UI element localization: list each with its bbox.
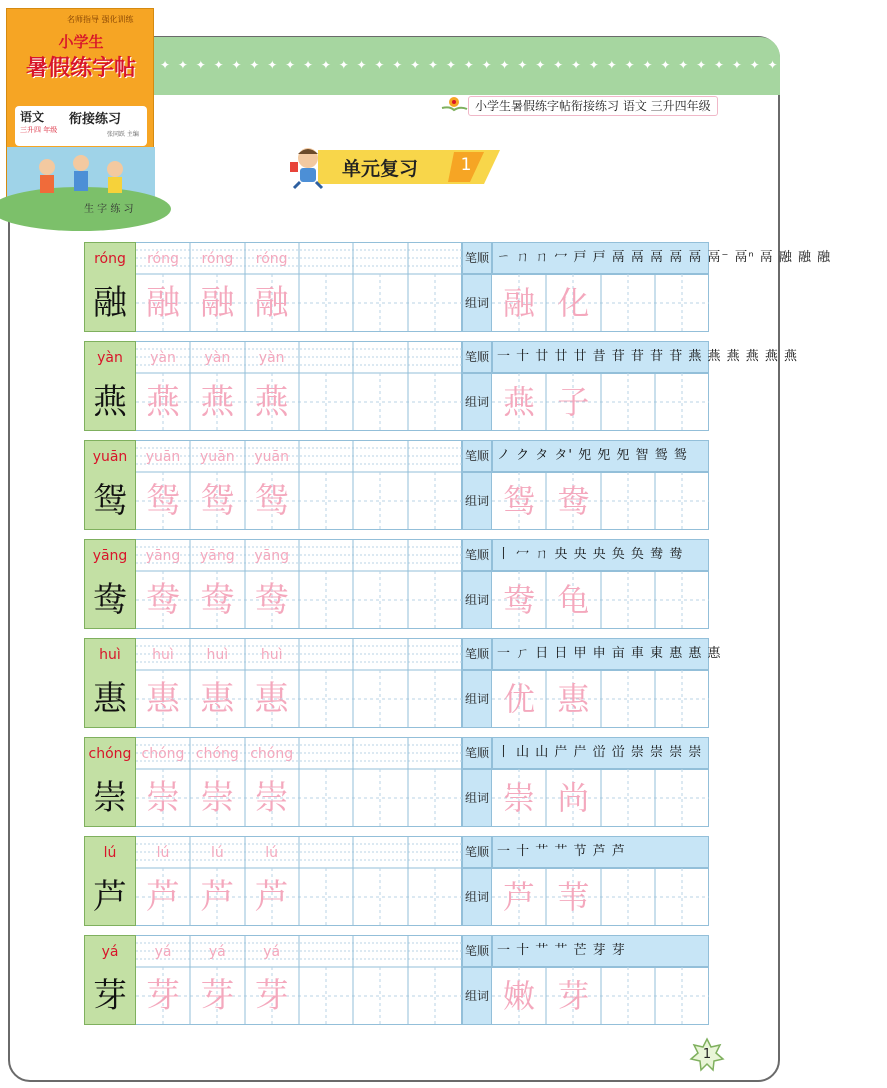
cover-subject: 语文 <box>20 110 45 124</box>
model-character: 鸯 <box>93 580 127 620</box>
model-pinyin: yuān <box>92 449 128 465</box>
trace-character: 融 <box>146 283 180 323</box>
trace-character: 融 <box>254 283 289 323</box>
model-pinyin: yá <box>101 944 119 960</box>
trace-pinyin: yàn <box>204 350 231 366</box>
word-group-label: 组词 <box>462 670 492 728</box>
stroke-order: 一 十 艹 艹 芒 芽 芽 <box>492 935 709 967</box>
trace-character: 燕 <box>254 382 289 422</box>
trace-pinyin: lú <box>210 845 224 861</box>
practice-row <box>84 836 709 926</box>
page-number: 1 <box>702 1047 712 1062</box>
trace-character: 鸯 <box>146 580 180 620</box>
stroke-order-label: 笔顺 <box>462 440 492 472</box>
flower-icon <box>440 94 468 114</box>
trace-pinyin: yá <box>208 944 226 960</box>
practice-row <box>84 440 709 530</box>
word-character: 芦 <box>502 878 535 916</box>
trace-character: 崇 <box>200 778 235 818</box>
trace-character: 芽 <box>254 976 289 1016</box>
word-character: 化 <box>557 284 590 322</box>
book-cover <box>6 8 154 206</box>
trace-character: 惠 <box>146 679 180 719</box>
trace-character: 惠 <box>200 679 235 719</box>
series-title: 小学生暑假练字帖衔接练习 语文 三升四年级 <box>468 96 718 116</box>
trace-pinyin: lú <box>265 845 279 861</box>
trace-pinyin: huì <box>260 647 283 663</box>
word-character: 子 <box>557 383 590 421</box>
cover-title-line2: 暑假练字帖 <box>25 55 136 81</box>
trace-pinyin: yuān <box>145 449 181 465</box>
model-character: 芦 <box>93 877 127 917</box>
trace-character: 融 <box>200 283 235 323</box>
word-character: 燕 <box>502 383 535 421</box>
trace-pinyin: yá <box>263 944 281 960</box>
model-character: 崇 <box>93 778 127 818</box>
unit-title: 单元复习 <box>342 158 419 180</box>
word-character: 融 <box>502 284 535 322</box>
model-character: 鸳 <box>93 481 127 521</box>
word-group-label: 组词 <box>462 472 492 530</box>
word-group-label: 组词 <box>462 571 492 629</box>
word-character: 鸯 <box>557 482 590 520</box>
cover-illustration <box>7 147 155 207</box>
practice-row <box>84 935 709 1025</box>
trace-pinyin: yá <box>154 944 172 960</box>
model-character: 芽 <box>93 976 127 1016</box>
trace-character: 鸳 <box>254 481 289 521</box>
practice-row <box>84 737 709 827</box>
word-character: 鸯 <box>502 581 535 619</box>
trace-character: 崇 <box>254 778 289 818</box>
word-character: 尚 <box>557 779 590 817</box>
word-character: 芽 <box>557 977 590 1015</box>
practice-row <box>84 242 832 332</box>
trace-character: 芦 <box>200 877 235 917</box>
word-character: 苇 <box>557 878 590 916</box>
stroke-order-label: 笔顺 <box>462 836 492 868</box>
trace-pinyin: yàn <box>150 350 176 366</box>
model-pinyin: chóng <box>88 746 132 762</box>
decorative-dots: ✦ ✦ ✦ ✦ ✦ ✦ ✦ ✦ ✦ ✦ ✦ ✦ ✦ ✦ ✦ ✦ ✦ ✦ ✦ ✦ ✦ ✦ ✦ ✦ ✦ ✦ ✦ ✦ ✦ ✦ ✦ ✦ ✦ ✦ ✦ ✦ ✦ ✦ ✦ ✦ ✦ <box>160 58 887 72</box>
word-character: 惠 <box>557 680 590 718</box>
trace-pinyin: huì <box>152 647 174 663</box>
stroke-order-label: 笔顺 <box>462 539 492 571</box>
stroke-order-label: 笔顺 <box>462 341 492 373</box>
trace-character: 崇 <box>146 778 180 818</box>
trace-pinyin: yàn <box>258 350 285 366</box>
model-pinyin: lú <box>103 845 117 861</box>
trace-pinyin: róng <box>255 251 288 267</box>
word-character: 鸳 <box>502 482 535 520</box>
word-group-label: 组词 <box>462 967 492 1025</box>
trace-pinyin: lú <box>156 845 170 861</box>
word-group-label: 组词 <box>462 274 492 332</box>
word-character: 崇 <box>502 779 535 817</box>
model-character: 融 <box>93 283 127 323</box>
word-character: 龟 <box>557 581 590 619</box>
trace-character: 鸯 <box>200 580 235 620</box>
cover-slogan: 名师指导 强化训练 <box>67 15 134 24</box>
cover-editor: 张同跃 主编 <box>107 131 139 138</box>
model-character: 燕 <box>93 382 127 422</box>
practice-row <box>84 341 798 431</box>
trace-character: 芽 <box>200 976 235 1016</box>
trace-character: 燕 <box>200 382 235 422</box>
practice-row <box>84 638 722 728</box>
stroke-order-label: 笔顺 <box>462 737 492 769</box>
word-group-label: 组词 <box>462 769 492 827</box>
trace-pinyin: róng <box>201 251 234 267</box>
trace-character: 鸳 <box>146 481 180 521</box>
stroke-order: 一 十 廿 廿 廿 昔 苷 苷 苷 苷 燕 燕 燕 燕 燕 燕 <box>492 341 709 373</box>
cover-subtitle: 衔接练习 <box>69 112 122 127</box>
practice-row <box>84 539 709 629</box>
word-character: 嫩 <box>502 977 535 1015</box>
model-pinyin: yāng <box>92 548 128 564</box>
model-character: 惠 <box>93 679 127 719</box>
stroke-order: 丨 冖 ㄇ 央 央 央 奂 奂 鸯 鸯 <box>492 539 709 571</box>
trace-pinyin: huì <box>206 647 229 663</box>
trace-pinyin: chóng <box>141 746 185 762</box>
word-group-label: 组词 <box>462 373 492 431</box>
trace-character: 芦 <box>254 877 289 917</box>
trace-pinyin: yuān <box>254 449 289 465</box>
stroke-order-label: 笔顺 <box>462 638 492 670</box>
stroke-order-label: 笔顺 <box>462 935 492 967</box>
stroke-order: 丨 山 山 屵 屵 峃 峃 崇 崇 崇 崇 <box>492 737 709 769</box>
trace-pinyin: yāng <box>200 548 235 564</box>
trace-pinyin: yāng <box>254 548 289 564</box>
model-pinyin: yàn <box>97 350 123 366</box>
trace-character: 鸯 <box>254 580 289 620</box>
trace-pinyin: yāng <box>145 548 181 564</box>
word-group-label: 组词 <box>462 868 492 926</box>
trace-character: 鸳 <box>200 481 235 521</box>
stroke-order: ㄧ ㄇ ㄇ 冖 戸 戸 鬲 鬲 鬲 鬲 鬲 鬲⁻ 鬲ⁿ 鬲 融 融 融 <box>492 242 709 274</box>
stroke-order: 一 ㄏ 日 日 甲 申 亩 車 東 惠 惠 惠 <box>492 638 709 670</box>
unit-number: 1 <box>460 155 472 175</box>
word-character: 优 <box>502 680 535 718</box>
trace-character: 燕 <box>146 382 180 422</box>
stroke-order-label: 笔顺 <box>462 242 492 274</box>
trace-character: 惠 <box>254 679 289 719</box>
trace-pinyin: chóng <box>250 746 294 762</box>
stroke-order: 一 十 艹 艹 节 芦 芦 <box>492 836 709 868</box>
model-pinyin: róng <box>94 251 126 267</box>
trace-character: 芽 <box>146 976 180 1016</box>
cover-title-line1: 小学生 <box>58 33 104 51</box>
trace-character: 芦 <box>146 877 180 917</box>
trace-pinyin: chóng <box>195 746 239 762</box>
cover-grade: 三升四 年级 <box>20 126 58 134</box>
trace-pinyin: róng <box>147 251 179 267</box>
stroke-order: ノ ク タ タ' 夗 夗 夗 智 鸳 鸳 <box>492 440 709 472</box>
cover-tab: 生 字 练 习 <box>84 204 134 215</box>
trace-pinyin: yuān <box>200 449 235 465</box>
model-pinyin: huì <box>99 647 121 663</box>
